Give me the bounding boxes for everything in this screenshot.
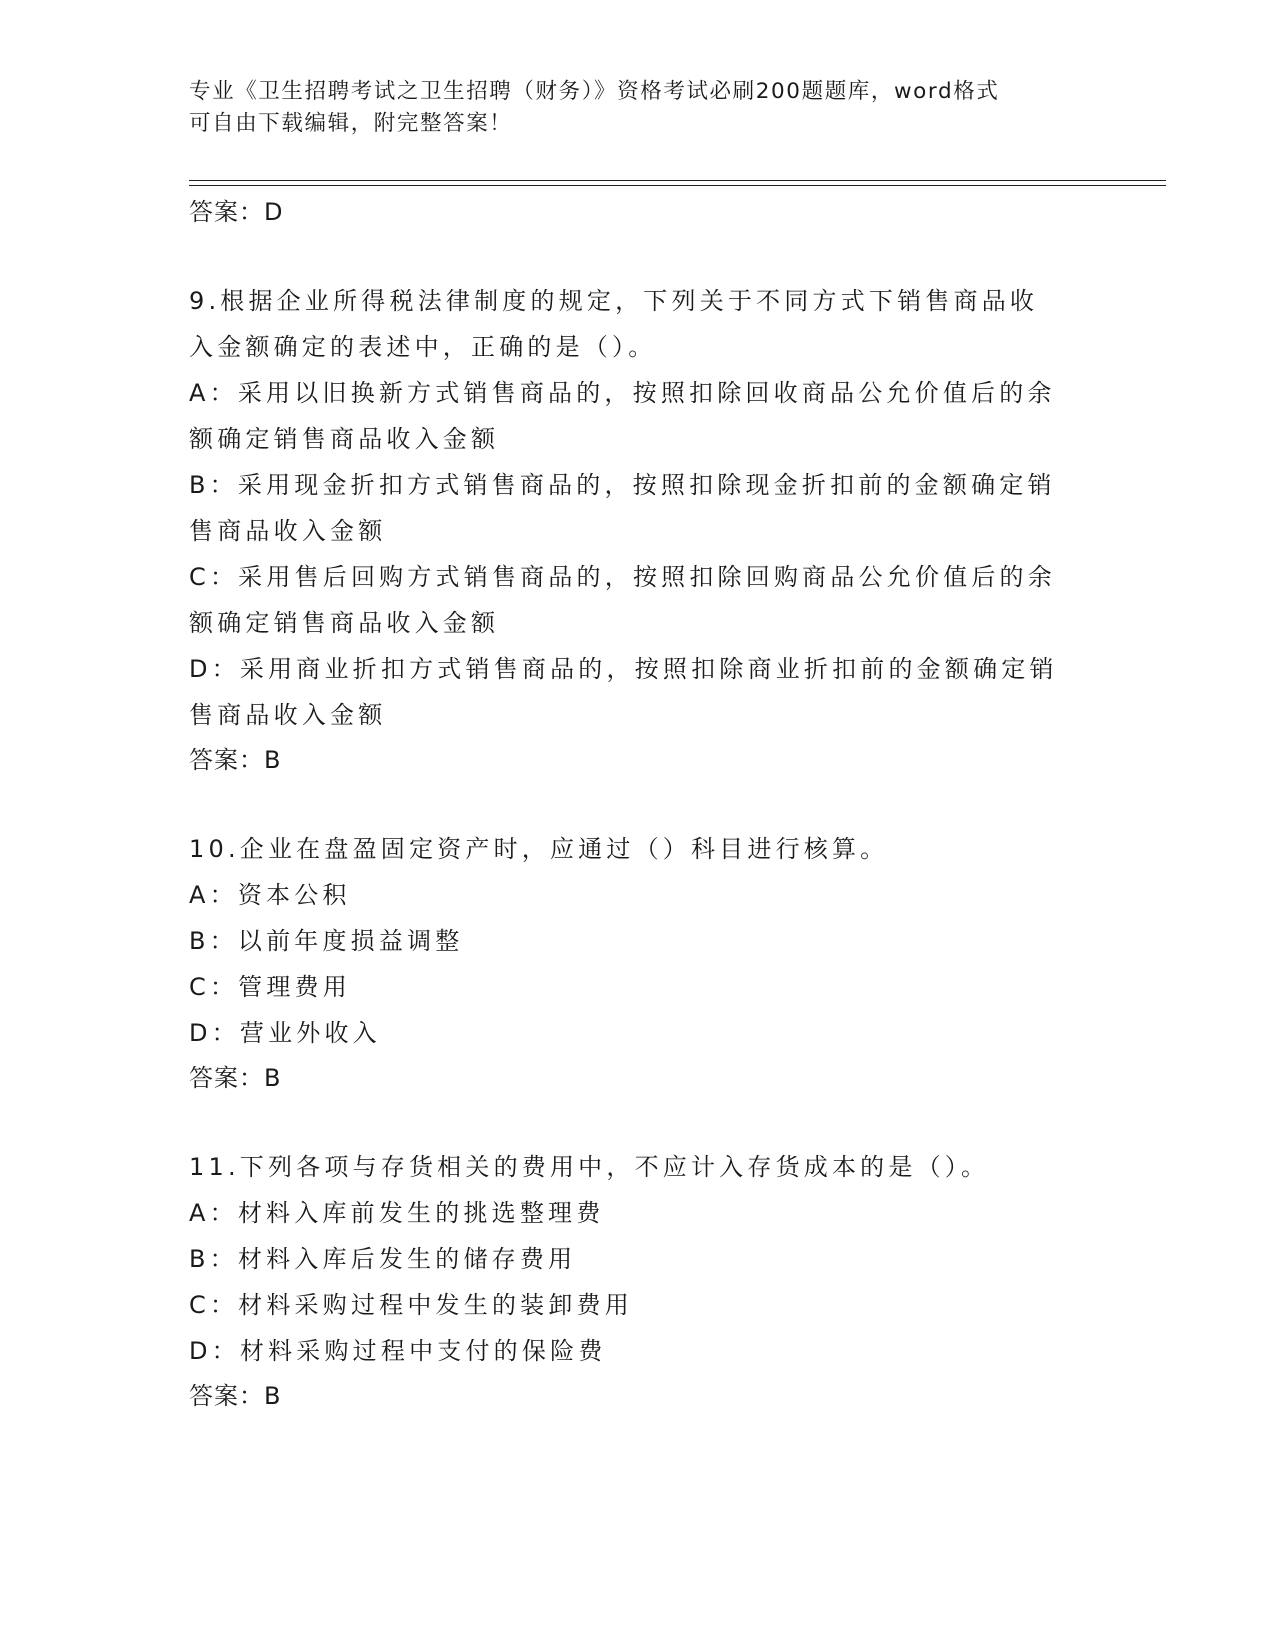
option-d-line: D：营业外收入: [189, 1019, 381, 1047]
option-d-line: 售商品收入金额: [189, 701, 387, 729]
question-10: [189, 826, 1089, 1098]
header-line-1: 专业《卫生招聘考试之卫生招聘（财务）》资格考试必刷200题题库，word格式: [189, 79, 1000, 104]
answer-label: 答案：: [189, 198, 264, 226]
previous-answer: [189, 192, 1089, 232]
option-c-line: 额确定销售商品收入金额: [189, 609, 500, 637]
question-11: [189, 1144, 1089, 1416]
option-a-line: A：采用以旧换新方式销售商品的，按照扣除回收商品公允价值后的余: [189, 379, 1056, 407]
option-c-line: C：采用售后回购方式销售商品的，按照扣除回购商品公允价值后的余: [189, 563, 1056, 591]
header-rule-bottom: [189, 185, 1166, 186]
answer: [189, 1058, 1089, 1098]
option-c-line: C：管理费用: [189, 973, 351, 1001]
answer-label: 答案：: [189, 1382, 264, 1410]
document-header: [189, 76, 1089, 140]
answer-label: 答案：: [189, 746, 264, 774]
option-c-line: C：材料采购过程中发生的装卸费用: [189, 1291, 633, 1319]
question-stem-line: 9.根据企业所得税法律制度的规定，下列关于不同方式下销售商品收: [189, 287, 1039, 315]
option-a-line: 额确定销售商品收入金额: [189, 425, 500, 453]
answer-value: D: [264, 198, 284, 226]
answer-value: B: [264, 746, 282, 774]
option-b-line: 售商品收入金额: [189, 517, 387, 545]
option-b-line: B：采用现金折扣方式销售商品的，按照扣除现金折扣前的金额确定销: [189, 471, 1056, 499]
answer: [189, 740, 1089, 780]
question-stem-line: 10.企业在盘盈固定资产时，应通过（）科目进行核算。: [189, 835, 889, 863]
option-b-line: B：材料入库后发生的储存费用: [189, 1245, 577, 1273]
question-stem-line: 11.下列各项与存货相关的费用中，不应计入存货成本的是（）。: [189, 1153, 990, 1181]
answer-value: B: [264, 1382, 282, 1410]
answer-label: 答案：: [189, 1064, 264, 1092]
document-body: [189, 192, 1089, 1416]
answer-value: B: [264, 1064, 282, 1092]
option-d-line: D：材料采购过程中支付的保险费: [189, 1337, 607, 1365]
header-line-2: 可自由下载编辑，附完整答案！: [189, 111, 513, 136]
question-9: [189, 278, 1089, 780]
question-stem-line: 入金额确定的表述中，正确的是（）。: [189, 333, 657, 361]
option-b-line: B：以前年度损益调整: [189, 927, 464, 955]
header-rule-top: [189, 180, 1166, 181]
option-a-line: A：资本公积: [189, 881, 351, 909]
option-d-line: D：采用商业折扣方式销售商品的，按照扣除商业折扣前的金额确定销: [189, 655, 1058, 683]
option-a-line: A：材料入库前发生的挑选整理费: [189, 1199, 605, 1227]
answer: [189, 1376, 1089, 1416]
